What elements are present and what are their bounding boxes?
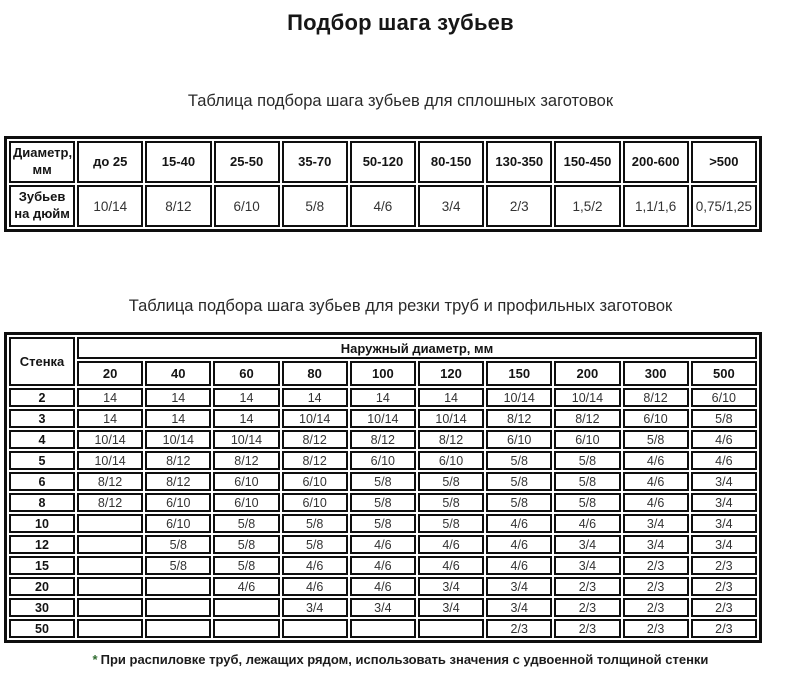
pitch-value-cell: 5/8 — [418, 514, 484, 533]
pitch-value-cell: 2/3 — [691, 577, 757, 596]
pitch-value-cell: 4/6 — [691, 451, 757, 470]
pitch-value-cell: 5/8 — [554, 451, 620, 470]
pitch-value-cell: 2/3 — [691, 619, 757, 638]
pitch-value-cell — [77, 619, 143, 638]
pitch-value-cell: 4/6 — [623, 493, 689, 512]
wall-thickness-cell: 20 — [9, 577, 75, 596]
pitch-value-cell: 8/12 — [145, 472, 211, 491]
diameter-range-header: >500 — [691, 141, 757, 183]
table2-data-row — [9, 493, 757, 512]
pitch-value-cell: 8/12 — [282, 430, 348, 449]
pitch-value-cell: 10/14 — [282, 409, 348, 428]
pitch-value-cell: 10/14 — [350, 409, 416, 428]
outer-diameter-group-header: Наружный диаметр, мм — [77, 337, 757, 359]
tpi-value-cell: 5/8 — [282, 185, 348, 227]
pitch-value-cell: 5/8 — [350, 493, 416, 512]
pitch-value-cell: 5/8 — [145, 535, 211, 554]
pitch-value-cell: 6/10 — [623, 409, 689, 428]
footnote-text: При распиловке труб, лежащих рядом, использовать значения с удвоенной толщиной стенки — [100, 652, 709, 667]
pitch-value-cell: 8/12 — [418, 430, 484, 449]
table2-data-row — [9, 514, 757, 533]
pitch-value-cell: 3/4 — [554, 535, 620, 554]
pitch-value-cell: 5/8 — [554, 493, 620, 512]
pitch-value-cell — [213, 598, 279, 617]
pitch-value-cell: 5/8 — [418, 493, 484, 512]
wall-corner-header: Стенка — [9, 337, 75, 386]
tpi-value-cell: 10/14 — [77, 185, 143, 227]
diameter-range-header: 15-40 — [145, 141, 211, 183]
diameter-row-header: Диаметр, мм — [9, 141, 75, 183]
pitch-value-cell — [213, 619, 279, 638]
pitch-value-cell: 8/12 — [486, 409, 552, 428]
pitch-value-cell: 6/10 — [145, 493, 211, 512]
tpi-value-cell: 1,1/1,6 — [623, 185, 689, 227]
solid-stock-pitch-table — [4, 136, 762, 232]
pitch-value-cell: 3/4 — [418, 577, 484, 596]
wall-thickness-cell: 50 — [9, 619, 75, 638]
wall-thickness-cell: 2 — [9, 388, 75, 407]
wall-thickness-cell: 5 — [9, 451, 75, 470]
diameter-range-header: 150-450 — [554, 141, 620, 183]
pitch-value-cell: 14 — [282, 388, 348, 407]
pitch-value-cell: 14 — [213, 409, 279, 428]
pitch-value-cell: 6/10 — [282, 472, 348, 491]
outer-diameter-header: 200 — [554, 361, 620, 386]
pitch-value-cell: 8/12 — [282, 451, 348, 470]
pitch-value-cell: 5/8 — [350, 514, 416, 533]
wall-thickness-cell: 10 — [9, 514, 75, 533]
pitch-value-cell: 4/6 — [691, 430, 757, 449]
pitch-value-cell: 2/3 — [554, 619, 620, 638]
table2-data-row — [9, 388, 757, 407]
pitch-value-cell: 3/4 — [691, 535, 757, 554]
pitch-value-cell: 5/8 — [691, 409, 757, 428]
pitch-value-cell: 5/8 — [418, 472, 484, 491]
wall-thickness-cell: 4 — [9, 430, 75, 449]
pitch-value-cell — [350, 619, 416, 638]
pitch-value-cell: 3/4 — [623, 514, 689, 533]
pitch-value-cell: 6/10 — [213, 493, 279, 512]
pitch-value-cell: 5/8 — [623, 430, 689, 449]
pitch-value-cell — [77, 577, 143, 596]
pitch-value-cell: 4/6 — [623, 451, 689, 470]
wall-thickness-cell: 12 — [9, 535, 75, 554]
pitch-value-cell: 3/4 — [418, 598, 484, 617]
table2-data-row — [9, 430, 757, 449]
pitch-value-cell: 14 — [418, 388, 484, 407]
footnote — [0, 652, 801, 667]
pitch-value-cell: 4/6 — [554, 514, 620, 533]
pitch-value-cell: 8/12 — [554, 409, 620, 428]
pitch-value-cell: 4/6 — [350, 556, 416, 575]
tpi-value-cell: 1,5/2 — [554, 185, 620, 227]
pitch-value-cell: 6/10 — [554, 430, 620, 449]
table1-caption: Таблица подбора шага зубьев для сплошных заготовок — [187, 92, 614, 110]
pitch-value-cell: 5/8 — [145, 556, 211, 575]
pitch-value-cell: 4/6 — [213, 577, 279, 596]
pitch-value-cell: 4/6 — [282, 577, 348, 596]
pitch-value-cell: 10/14 — [77, 430, 143, 449]
pitch-value-cell: 2/3 — [691, 556, 757, 575]
table2-data-row — [9, 451, 757, 470]
diameter-range-header: 35-70 — [282, 141, 348, 183]
pitch-value-cell: 14 — [213, 388, 279, 407]
tpi-value-cell: 8/12 — [145, 185, 211, 227]
table2-data-row — [9, 577, 757, 596]
pitch-value-cell: 4/6 — [350, 535, 416, 554]
pitch-value-cell: 4/6 — [282, 556, 348, 575]
pitch-value-cell: 10/14 — [554, 388, 620, 407]
diameter-range-header: 80-150 — [418, 141, 484, 183]
pitch-value-cell: 4/6 — [486, 556, 552, 575]
pitch-value-cell: 3/4 — [691, 472, 757, 491]
pitch-value-cell: 5/8 — [554, 472, 620, 491]
outer-diameter-header: 150 — [486, 361, 552, 386]
pitch-value-cell: 2/3 — [554, 577, 620, 596]
pitch-value-cell: 8/12 — [623, 388, 689, 407]
pitch-value-cell: 2/3 — [623, 577, 689, 596]
pitch-value-cell: 2/3 — [623, 619, 689, 638]
pitch-value-cell: 5/8 — [282, 535, 348, 554]
tpi-value-cell: 4/6 — [350, 185, 416, 227]
pitch-value-cell: 4/6 — [486, 535, 552, 554]
pitch-value-cell: 14 — [77, 409, 143, 428]
page-title: Подбор шага зубьев — [287, 10, 514, 35]
pitch-value-cell: 8/12 — [77, 472, 143, 491]
diameter-range-header: до 25 — [77, 141, 143, 183]
pitch-value-cell — [145, 619, 211, 638]
diameter-range-header: 50-120 — [350, 141, 416, 183]
outer-diameter-header: 100 — [350, 361, 416, 386]
pitch-value-cell — [77, 598, 143, 617]
pitch-value-cell: 4/6 — [418, 556, 484, 575]
pitch-value-cell: 6/10 — [418, 451, 484, 470]
pitch-value-cell: 5/8 — [486, 451, 552, 470]
pitch-value-cell: 14 — [77, 388, 143, 407]
outer-diameter-header: 20 — [77, 361, 143, 386]
pitch-value-cell: 4/6 — [350, 577, 416, 596]
pitch-value-cell: 5/8 — [213, 535, 279, 554]
table2-data-row — [9, 472, 757, 491]
pitch-value-cell: 4/6 — [418, 535, 484, 554]
pitch-value-cell: 2/3 — [623, 556, 689, 575]
pitch-value-cell: 10/14 — [77, 451, 143, 470]
outer-diameter-header: 500 — [691, 361, 757, 386]
pitch-value-cell: 6/10 — [486, 430, 552, 449]
pitch-value-cell: 4/6 — [486, 514, 552, 533]
pitch-value-cell: 5/8 — [486, 493, 552, 512]
tpi-value-cell: 2/3 — [486, 185, 552, 227]
pitch-value-cell: 8/12 — [213, 451, 279, 470]
pitch-value-cell: 4/6 — [623, 472, 689, 491]
pitch-value-cell: 2/3 — [486, 619, 552, 638]
pitch-value-cell: 3/4 — [486, 598, 552, 617]
pitch-value-cell: 6/10 — [350, 451, 416, 470]
pitch-value-cell — [77, 556, 143, 575]
pitch-value-cell: 10/14 — [418, 409, 484, 428]
pitch-value-cell: 2/3 — [623, 598, 689, 617]
table2-caption: Таблица подбора шага зубьев для резки труб и профильных заготовок — [128, 297, 673, 315]
pitch-value-cell: 5/8 — [213, 514, 279, 533]
outer-diameter-header: 40 — [145, 361, 211, 386]
outer-diameter-header: 60 — [213, 361, 279, 386]
tpi-value-cell: 6/10 — [214, 185, 280, 227]
pitch-value-cell: 5/8 — [213, 556, 279, 575]
pitch-value-cell: 3/4 — [282, 598, 348, 617]
pitch-value-cell: 6/10 — [691, 388, 757, 407]
pitch-value-cell: 10/14 — [486, 388, 552, 407]
pitch-value-cell: 10/14 — [145, 430, 211, 449]
tpi-value-cell: 0,75/1,25 — [691, 185, 757, 227]
table2-group-header-row — [9, 337, 757, 359]
wall-thickness-cell: 15 — [9, 556, 75, 575]
pitch-value-cell: 3/4 — [554, 556, 620, 575]
footnote-asterisk-icon: * — [92, 652, 98, 667]
wall-thickness-cell: 6 — [9, 472, 75, 491]
pitch-value-cell: 10/14 — [213, 430, 279, 449]
table1-values-row — [9, 185, 757, 227]
table2-data-row — [9, 556, 757, 575]
pitch-value-cell: 8/12 — [145, 451, 211, 470]
pitch-value-cell: 3/4 — [691, 493, 757, 512]
tpi-row-header: Зубьев на дюйм — [9, 185, 75, 227]
pitch-value-cell: 6/10 — [213, 472, 279, 491]
pitch-value-cell: 2/3 — [691, 598, 757, 617]
pitch-value-cell: 6/10 — [282, 493, 348, 512]
table2-columns-header-row — [9, 361, 757, 386]
pitch-value-cell: 2/3 — [554, 598, 620, 617]
pitch-value-cell: 3/4 — [486, 577, 552, 596]
table1-header-row — [9, 141, 757, 183]
pitch-value-cell: 5/8 — [282, 514, 348, 533]
pitch-value-cell — [282, 619, 348, 638]
table2-data-row — [9, 598, 757, 617]
diameter-range-header: 130-350 — [486, 141, 552, 183]
table2-data-row — [9, 409, 757, 428]
pitch-value-cell: 14 — [145, 388, 211, 407]
table2-data-row — [9, 619, 757, 638]
pitch-value-cell — [77, 535, 143, 554]
pitch-value-cell — [145, 598, 211, 617]
outer-diameter-header: 80 — [282, 361, 348, 386]
pitch-value-cell: 6/10 — [145, 514, 211, 533]
diameter-range-header: 200-600 — [623, 141, 689, 183]
tpi-value-cell: 3/4 — [418, 185, 484, 227]
pipe-profile-pitch-table — [4, 332, 762, 643]
pitch-value-cell: 8/12 — [77, 493, 143, 512]
wall-thickness-cell: 8 — [9, 493, 75, 512]
wall-thickness-cell: 30 — [9, 598, 75, 617]
pitch-value-cell: 14 — [350, 388, 416, 407]
pitch-value-cell: 3/4 — [350, 598, 416, 617]
diameter-range-header: 25-50 — [214, 141, 280, 183]
pitch-value-cell: 5/8 — [486, 472, 552, 491]
wall-thickness-cell: 3 — [9, 409, 75, 428]
outer-diameter-header: 300 — [623, 361, 689, 386]
pitch-value-cell: 14 — [145, 409, 211, 428]
table2-data-row — [9, 535, 757, 554]
pitch-value-cell: 8/12 — [350, 430, 416, 449]
pitch-value-cell — [145, 577, 211, 596]
pitch-value-cell — [418, 619, 484, 638]
pitch-value-cell: 3/4 — [691, 514, 757, 533]
pitch-value-cell: 5/8 — [350, 472, 416, 491]
pitch-value-cell — [77, 514, 143, 533]
pitch-value-cell: 3/4 — [623, 535, 689, 554]
outer-diameter-header: 120 — [418, 361, 484, 386]
